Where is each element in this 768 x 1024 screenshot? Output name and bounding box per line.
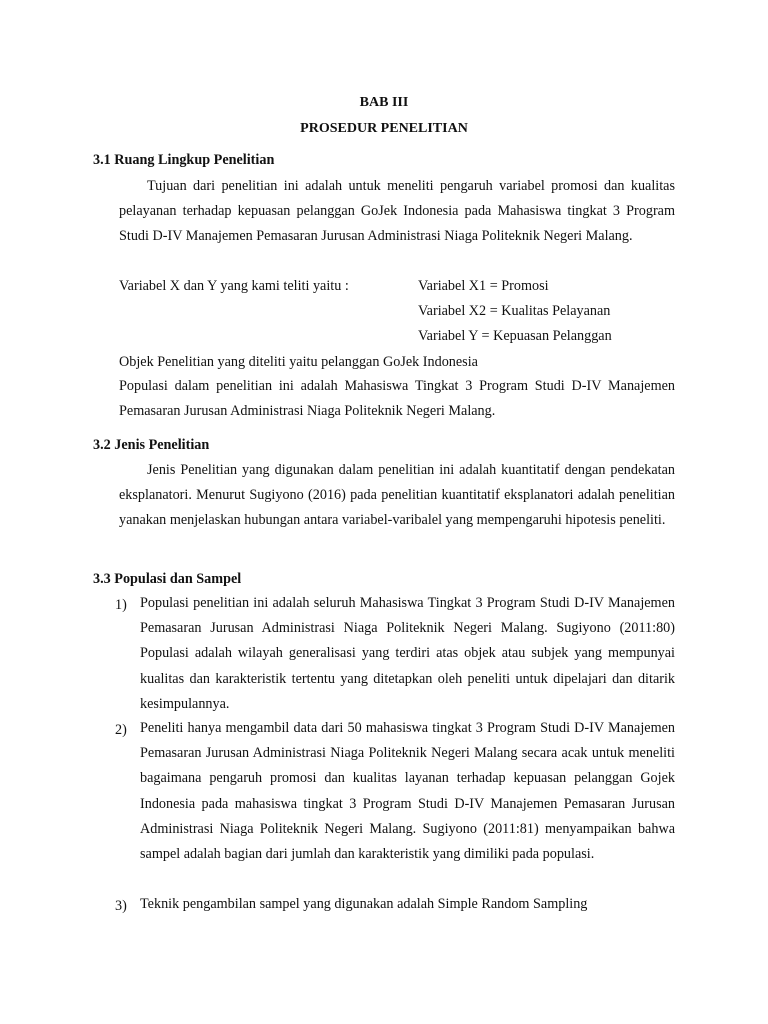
list-item-text: Teknik pengambilan sampel yang digunakan adalah Simple Random Sampling bbox=[140, 896, 588, 912]
section-3-1-paragraph bbox=[119, 174, 675, 249]
list-item-text: Populasi penelitian ini adalah seluruh Mahasiswa Tingkat 3 Program Studi D-IV Manajemen Pemasaran Jurusan Administrasi Niaga Politeknik Negeri Malang. Sugiyono (2011:80) Populasi adalah wilayah generalisasi yang terdiri atas objek atau subjek yang mempunyai kualitas dan karakteristik tertentu yang ditetapkan oleh peneliti untuk dipelajari dan ditarik kesimpulannya. bbox=[140, 595, 675, 712]
section-3-1-text: Tujuan dari penelitian ini adalah untuk meneliti pengaruh variabel promosi dan kualitas pelayanan terhadap kepuasan pelanggan GoJek Indonesia pada Mahasiswa tingkat 3 Program Studi D-IV Manajemen Pemasaran Jurusan Administrasi Niaga Politeknik Negeri Malang. bbox=[119, 178, 675, 244]
section-heading-3-3: 3.3 Populasi dan Sampel bbox=[93, 571, 242, 587]
section-heading-3-1: 3.1 Ruang Lingkup Penelitian bbox=[93, 152, 275, 168]
variables-label: Variabel X dan Y yang kami teliti yaitu : bbox=[119, 278, 349, 294]
section-heading-3-2: 3.2 Jenis Penelitian bbox=[93, 437, 210, 453]
list-item-text: Peneliti hanya mengambil data dari 50 mahasiswa tingkat 3 Program Studi D-IV Manajemen Pemasaran Jurusan Administrasi Niaga Politeknik Negeri Malang secara acak untuk meneliti bagaimana pengaruh promosi dan kualitas layanan terhadap kepuasan pelanggan Gojek Indonesia pada mahasiswa tingkat 3 Program Studi D-IV Manajemen Pemasaran Jurusan Administrasi Niaga Politeknik Negeri Malang. Sugiyono (2011:81) menyampaikan bahwa sampel adalah bagian dari jumlah dan karakteristik yang dimiliki pada populasi. bbox=[140, 720, 675, 863]
section-3-2-text: Jenis Penelitian yang digunakan dalam penelitian ini adalah kuantitatif dengan pendekatan eksplanatori. Menurut Sugiyono (2016) pada penelitian kuantitatif eksplanatori adalah penelitian yanakan menjelaskan hubungan antara variabel-varibalel yang mempengaruhi hipotesis peneliti. bbox=[119, 462, 675, 528]
section-3-2-paragraph bbox=[119, 458, 675, 533]
variable-x2: Variabel X2 = Kualitas Pelayanan bbox=[418, 303, 611, 319]
list-item-number: 1) bbox=[115, 597, 127, 613]
object-line: Objek Penelitian yang diteliti yaitu pelanggan GoJek Indonesia bbox=[119, 354, 478, 370]
variable-x1: Variabel X1 = Promosi bbox=[418, 278, 549, 294]
variable-y: Variabel Y = Kepuasan Pelanggan bbox=[418, 328, 612, 344]
chapter-number: BAB III bbox=[359, 95, 409, 110]
list-item-number: 3) bbox=[115, 898, 127, 914]
population-paragraph: Populasi dalam penelitian ini adalah Mahasiswa Tingkat 3 Program Studi D-IV Manajemen Pemasaran Jurusan Administrasi Niaga Politeknik Negeri Malang. bbox=[119, 378, 675, 419]
list-item-number: 2) bbox=[115, 722, 127, 738]
chapter-title: PROSEDUR PENELITIAN bbox=[300, 121, 468, 136]
